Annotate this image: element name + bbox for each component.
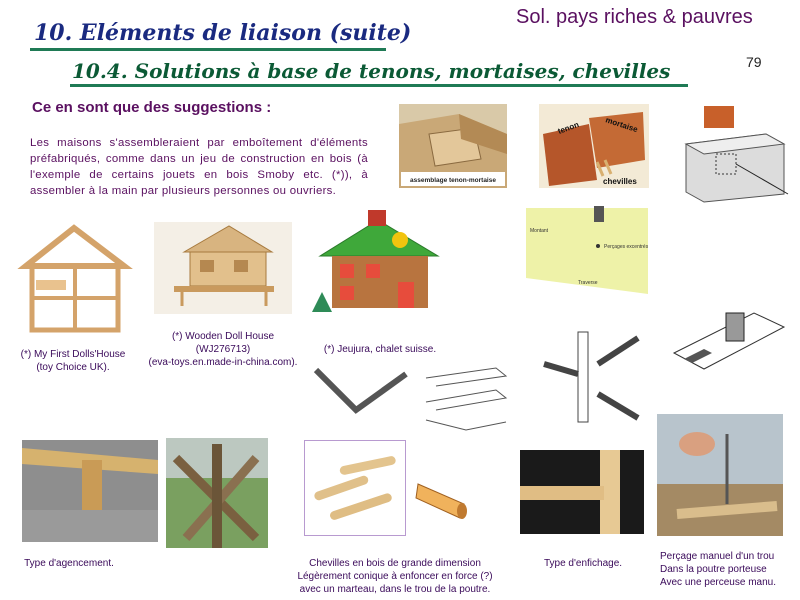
subtitle-underline bbox=[70, 84, 688, 87]
hand-drill-photo bbox=[657, 414, 783, 536]
dolls-house-caption: (*) My First Dolls'House (toy Choice UK). bbox=[20, 349, 126, 373]
mortise-diagram bbox=[676, 104, 794, 204]
tenon-mortaise-label: assemblage tenon-mortaise bbox=[410, 177, 496, 184]
percages-label: Perçages excentrés bbox=[604, 244, 648, 250]
section-title: 10. Eléments de liaison (suite) bbox=[34, 20, 412, 46]
montant-label: Montant bbox=[530, 228, 549, 234]
intro-heading: Ce en sont que des suggestions : bbox=[32, 99, 272, 116]
joint-sketches bbox=[306, 360, 530, 438]
mortise-cutaway-diagram bbox=[664, 293, 790, 395]
post-beam-sketch bbox=[538, 324, 656, 430]
montant-traverse-diagram bbox=[526, 204, 648, 294]
wooden-doll-house-photo bbox=[154, 222, 292, 314]
dolls-house-photo bbox=[16, 222, 134, 340]
percage-caption: Perçage manuel d'un trou Dans la poutre porteuse Avec une perceuse manu. bbox=[660, 551, 777, 588]
jeujura-caption: (*) Jeujura, chalet suisse. bbox=[323, 344, 437, 355]
tenon-mortaise-pegs-photo bbox=[539, 104, 649, 188]
traverse-label: Traverse bbox=[578, 280, 598, 286]
tenon-mortise-photo bbox=[399, 104, 507, 188]
corner-title: Sol. pays riches & pauvres bbox=[516, 6, 753, 28]
title-underline bbox=[30, 48, 386, 51]
chevilles-label: chevilles bbox=[603, 177, 637, 186]
agencement-photo bbox=[22, 440, 158, 542]
dowels-photo bbox=[304, 440, 406, 536]
agencement-caption: Type d'agencement. bbox=[24, 558, 114, 569]
wooden-doll-house-caption: (*) Wooden Doll House (WJ276713) (eva-toys.en.made-in-china.com). bbox=[148, 331, 298, 368]
subsection-title: 10.4. Solutions à base de tenons, mortaises, chevilles bbox=[72, 59, 671, 83]
timber-frame-photo bbox=[166, 438, 268, 548]
tenon-label: tenon bbox=[556, 119, 581, 136]
enfichage-caption: Type d'enfichage. bbox=[543, 558, 623, 569]
mortaise-label: mortaise bbox=[604, 115, 639, 135]
conical-peg-photo bbox=[412, 474, 476, 528]
chevilles-caption: Chevilles en bois de grande dimension Légèrement conique à enfoncer en force (?) avec un marteau, dans le trou de la poutre. bbox=[297, 558, 493, 595]
intro-paragraph: Les maisons s'assembleraient par emboîtement d'éléments préfabriqués, comme dans un jeu de construction en bois (à l'exemple de certains jouets en bois Smoby etc. (*)), à assembler à la main par plusieurs personnes ou ouvriers. bbox=[30, 137, 368, 197]
page-number: 79 bbox=[746, 54, 762, 70]
enfichage-photo bbox=[520, 450, 644, 534]
chalet-toy-photo bbox=[308, 208, 450, 320]
